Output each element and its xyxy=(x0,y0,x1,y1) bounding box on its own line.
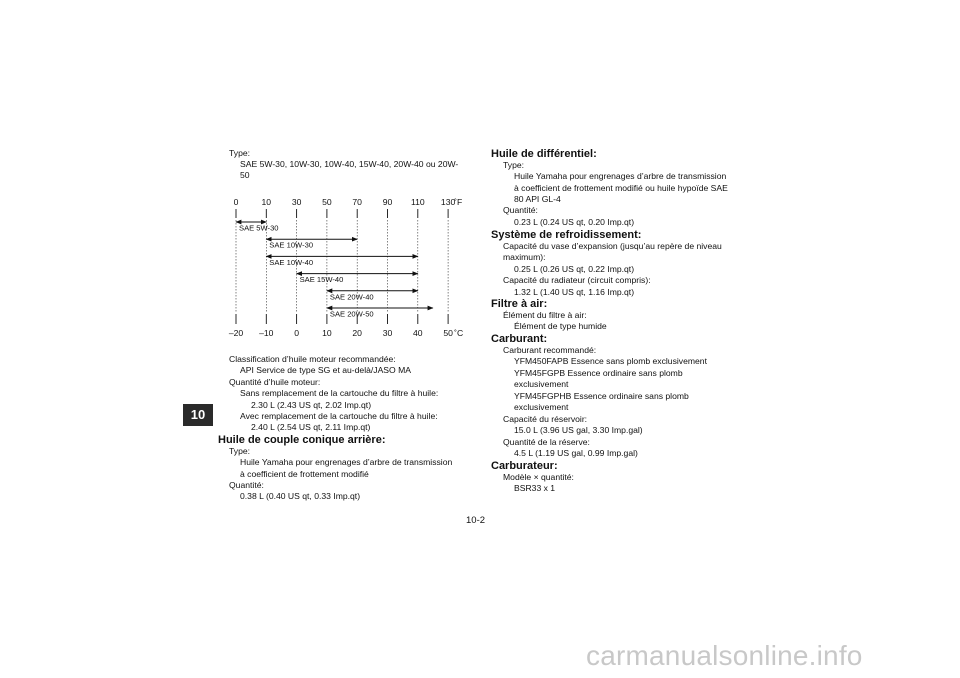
fahrenheit-tick-label: 110 xyxy=(410,197,425,207)
reservoir-capacity-label: Capacité du vase d’expansion (jusqu’au repère de niveau xyxy=(503,241,722,251)
air-filter-value: Élément de type humide xyxy=(514,321,607,331)
carburetor-value: BSR33 x 1 xyxy=(514,483,556,493)
diff-qty-value: 0.23 L (0.24 US qt, 0.20 Imp.qt) xyxy=(514,217,635,227)
grade-label: SAE 10W-30 xyxy=(269,240,314,250)
cooling-heading: Système de refroidissement: xyxy=(491,229,642,241)
grade-label: SAE 20W-50 xyxy=(329,309,374,319)
fuel-item-cont: exclusivement xyxy=(514,402,569,412)
fahrenheit-tick-label: 10 xyxy=(261,197,272,207)
celsius-tick-label: –10 xyxy=(259,328,274,338)
celsius-tick-label: 40 xyxy=(413,328,423,338)
fahrenheit-tick-label: 130 xyxy=(440,197,456,207)
with-filter-label: Avec remplacement de la cartouche du filtre à huile: xyxy=(240,411,438,421)
fuel-item: YFM450FAPB Essence sans plomb exclusivement xyxy=(514,356,707,366)
carburetor-label: Modèle × quantité: xyxy=(503,472,574,482)
radiator-capacity-label: Capacité du radiateur (circuit compris): xyxy=(503,275,651,285)
bevel-qty-value: 0.38 L (0.40 US qt, 0.33 Imp.qt) xyxy=(240,491,361,501)
fahrenheit-tick-label: 70 xyxy=(352,197,362,207)
fuel-heading: Carburant: xyxy=(491,333,548,345)
grade-label: SAE 10W-40 xyxy=(269,257,314,267)
fahrenheit-tick-label: 50 xyxy=(322,197,332,207)
celsius-tick-label: 10 xyxy=(322,328,332,338)
grade-label: SAE 15W-40 xyxy=(299,275,344,285)
watermark: carmanualsonline.info xyxy=(586,640,863,671)
oil-viscosity-chart xyxy=(215,190,475,342)
fuel-label: Carburant recommandé: xyxy=(503,345,597,355)
celsius-tick-label: 20 xyxy=(352,328,362,338)
diff-type-value-cont: à coefficient de frottement modifié ou huile hypoïde SAE xyxy=(514,183,728,193)
diff-type-value: Huile Yamaha pour engrenages d’arbre de transmission xyxy=(514,171,727,181)
differential-heading: Huile de différentiel: xyxy=(491,148,597,160)
fahrenheit-unit: ˚F xyxy=(454,197,463,207)
fahrenheit-tick-label: 30 xyxy=(291,197,302,207)
fahrenheit-tick-label: 0 xyxy=(233,197,239,207)
without-filter-value: 2.30 L (2.43 US qt, 2.02 Imp.qt) xyxy=(251,400,372,410)
chapter-tab: 10 xyxy=(183,404,213,426)
page-number: 10-2 xyxy=(466,515,486,526)
bevel-gear-heading: Huile de couple conique arrière: xyxy=(218,434,386,446)
celsius-unit: ˚C xyxy=(454,328,464,338)
diff-type-label: Type: xyxy=(503,160,525,170)
air-filter-heading: Filtre à air: xyxy=(491,298,548,310)
fuel-item: YFM45FGPB Essence ordinaire sans plomb xyxy=(514,368,683,378)
radiator-capacity-value: 1.32 L (1.40 US qt, 1.16 Imp.qt) xyxy=(514,287,635,297)
oil-classification-value: API Service de type SG et au-delà/JASO MA xyxy=(240,365,411,375)
celsius-tick-label: –20 xyxy=(228,328,244,338)
celsius-tick-label: 50 xyxy=(443,328,453,338)
tank-capacity-value: 15.0 L (3.96 US gal, 3.30 Imp.gal) xyxy=(514,425,643,435)
oil-quantity-label: Quantité d’huile moteur: xyxy=(229,377,321,387)
celsius-tick-label: 30 xyxy=(382,328,393,338)
diff-qty-label: Quantité: xyxy=(503,205,538,215)
without-filter-label: Sans remplacement de la cartouche du filtre à huile: xyxy=(240,388,439,398)
engine-oil-type-value: SAE 5W-30, 10W-30, 10W-40, 15W-40, 20W-40 ou 20W- xyxy=(240,159,459,169)
air-filter-label: Élément du filtre à air: xyxy=(503,310,587,320)
tank-capacity-label: Capacité du réservoir: xyxy=(503,414,588,424)
with-filter-value: 2.40 L (2.54 US qt, 2.11 Imp.qt) xyxy=(251,422,371,432)
reservoir-capacity-value: 0.25 L (0.26 US qt, 0.22 Imp.qt) xyxy=(514,264,635,274)
grade-label: SAE 20W-40 xyxy=(329,292,374,302)
engine-oil-type-label: Type: xyxy=(229,148,251,158)
diff-type-value-cont2: 80 API GL-4 xyxy=(514,194,561,204)
celsius-tick-label: 0 xyxy=(294,328,299,338)
bevel-type-value-cont: à coefficient de frottement modifié xyxy=(240,469,369,479)
reserve-label: Quantité de la réserve: xyxy=(503,437,590,447)
grade-label: SAE 5W-30 xyxy=(239,223,279,233)
bevel-type-value: Huile Yamaha pour engrenages d’arbre de transmission xyxy=(240,457,453,467)
reservoir-capacity-label-cont: maximum): xyxy=(503,252,546,262)
carburetor-heading: Carburateur: xyxy=(491,460,558,472)
bevel-type-label: Type: xyxy=(229,446,251,456)
reserve-value: 4.5 L (1.19 US gal, 0.99 Imp.gal) xyxy=(514,448,638,458)
bevel-qty-label: Quantité: xyxy=(229,480,264,490)
fuel-item-cont: exclusivement xyxy=(514,379,569,389)
fuel-item: YFM45FGPHB Essence ordinaire sans plomb xyxy=(514,391,689,401)
fahrenheit-tick-label: 90 xyxy=(382,197,393,207)
oil-classification-label: Classification d’huile moteur recommandée: xyxy=(229,354,396,364)
engine-oil-type-value-cont: 50 xyxy=(240,170,250,180)
